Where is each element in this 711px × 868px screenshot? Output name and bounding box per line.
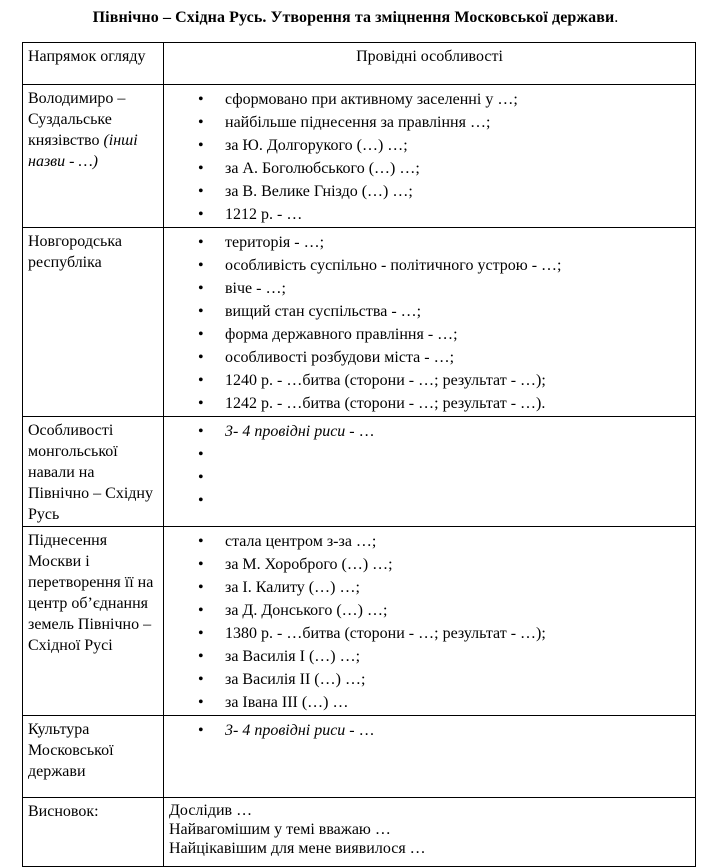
table-row [23, 228, 696, 417]
list-item: • найбільше піднесення за правління …; [198, 114, 491, 131]
list-item: • форма державного правління - …; [198, 326, 458, 343]
list-item: • 1212 р. - … [198, 206, 303, 223]
row-features [164, 85, 696, 228]
list-item: • 1380 р. - …битва (сторони - …; результат - …); [198, 625, 546, 642]
list-item: • за В. Велике Гніздо (…) …; [198, 183, 413, 200]
list-item: • 1242 р. - …битва (сторони - …; результат - …). [198, 395, 546, 412]
list-item: • віче - …; [198, 280, 286, 297]
row-label: Новгородська республіка [23, 228, 164, 417]
list-item: • за Василія І (…) …; [198, 648, 361, 665]
list-item: • особливість суспільно - політичного устрою - …; [198, 257, 562, 274]
conclusion-line: Дослідив … [169, 802, 253, 819]
list-item: • 1240 р. - …битва (сторони - …; результат - …); [198, 372, 546, 389]
overview-table [22, 42, 696, 867]
list-item: • стала центром з-за …; [198, 533, 377, 550]
header-direction: Напрямок огляду [23, 43, 164, 85]
list-item: • сформовано при активному заселенні у …; [198, 91, 518, 108]
list-item: • за Василія ІІ (…) …; [198, 671, 366, 688]
row-features [164, 716, 696, 798]
table-row [23, 798, 696, 867]
list-item: • за І. Калиту (…) …; [198, 579, 360, 596]
row-label: Культура Московської держави [23, 716, 164, 798]
conclusion-line: Найвагомішим у темі вважаю … [169, 821, 391, 838]
list-item: • за Івана ІІІ (…) … [198, 694, 349, 711]
list-item: • за Ю. Долгорукого (…) …; [198, 137, 408, 154]
row-label: Піднесення Москви і перетворення її на центр об’єднання земель Північно – Східної Русі [23, 527, 164, 716]
table-header-row [23, 43, 696, 85]
list-item: • за Д. Донського (…) …; [198, 602, 388, 619]
row-features [164, 228, 696, 417]
list-item: • 3- 4 провідні риси - … [198, 423, 375, 440]
list-item: • [198, 492, 204, 509]
row-label: Висновок: [23, 798, 164, 867]
list-item: • територія - …; [198, 234, 325, 251]
row-features [164, 527, 696, 716]
row-label: Особливості монгольської навали на Північно – Східну Русь [23, 417, 164, 527]
conclusion-line: Найцікавішим для мене виявилося … [169, 840, 426, 857]
table-row [23, 417, 696, 527]
header-features: Провідні особливості [164, 43, 696, 85]
list-item: • [198, 446, 204, 463]
row-features [164, 417, 696, 527]
list-item: • 3- 4 провідні риси - … [198, 722, 375, 739]
list-item: • вищий стан суспільства - …; [198, 303, 422, 320]
table-row [23, 527, 696, 716]
row-label: Володимиро – Суздальське князівство (інші назви - …) [23, 85, 164, 228]
row-features [164, 798, 696, 867]
list-item: • [198, 469, 204, 486]
list-item: • за М. Хороброго (…) …; [198, 556, 393, 573]
list-item: • за А. Боголюбського (…) …; [198, 160, 420, 177]
table-row [23, 85, 696, 228]
table-row [23, 716, 696, 798]
list-item: • особливості розбудови міста - …; [198, 349, 455, 366]
page-title: Північно – Східна Русь. Утворення та зміцнення Московської держави. [92, 9, 619, 26]
